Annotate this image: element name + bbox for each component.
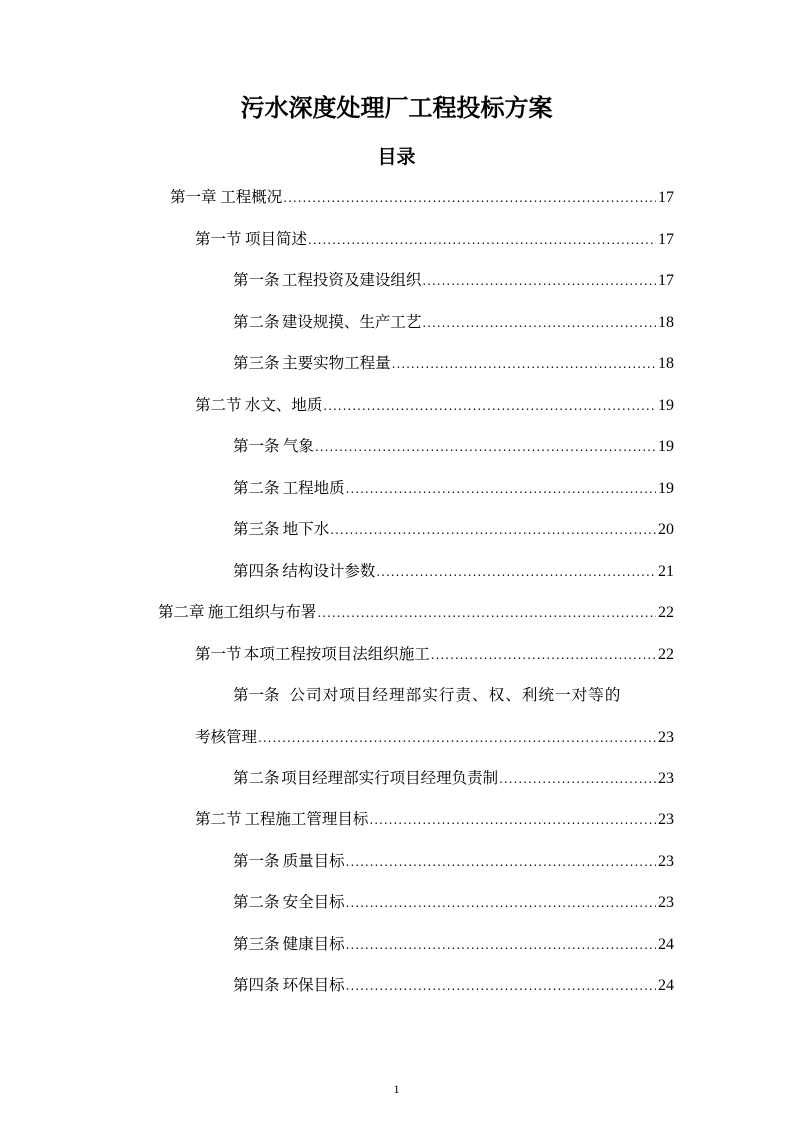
toc-entry-label: 第一条 bbox=[233, 852, 280, 870]
toc-entry-page: 18 bbox=[658, 314, 674, 331]
toc-entry-label: 第一条 bbox=[233, 437, 280, 455]
toc-entry-article[interactable] bbox=[233, 889, 674, 916]
toc-entry-section[interactable] bbox=[195, 226, 674, 253]
toc-entry-title: 结构设计参数 bbox=[282, 562, 376, 580]
toc-entry-label: 第一条 bbox=[233, 271, 280, 289]
toc-entry-title: 项目经理部实行项目经理负责制 bbox=[281, 769, 499, 787]
toc-entry-label: 第二章 bbox=[158, 603, 205, 621]
toc-entry-section[interactable] bbox=[195, 392, 674, 419]
toc-entry-page: 22 bbox=[658, 646, 674, 663]
toc-entry-page: 21 bbox=[658, 563, 674, 580]
toc-entry-section[interactable] bbox=[195, 641, 674, 668]
toc-entry-article-continuation[interactable] bbox=[195, 724, 674, 751]
toc-entry-page: 23 bbox=[658, 770, 674, 787]
toc-entry-title: 健康目标 bbox=[282, 935, 345, 953]
toc-leader-dots bbox=[369, 807, 656, 833]
toc-leader-dots bbox=[392, 351, 656, 377]
toc-entry-article[interactable] bbox=[233, 267, 674, 294]
toc-leader-dots bbox=[308, 227, 656, 253]
toc-entry-label: 第二节 bbox=[195, 810, 242, 828]
toc-entry-page: 19 bbox=[658, 397, 674, 414]
toc-entry-label: 第三条 bbox=[233, 520, 280, 538]
toc-entry-title: 建设规摸、生产工艺 bbox=[281, 313, 422, 331]
toc-entry-page: 17 bbox=[658, 272, 674, 289]
toc-entry-title: 项目简述 bbox=[244, 230, 307, 248]
toc-entry-title: 地下水 bbox=[282, 520, 330, 538]
toc-entry-article[interactable] bbox=[233, 516, 674, 543]
toc-leader-dots bbox=[422, 310, 656, 336]
toc-entry-article-wrapped-line[interactable] bbox=[233, 682, 622, 708]
toc-leader-dots bbox=[317, 600, 656, 626]
toc-entry-article[interactable] bbox=[233, 972, 674, 999]
toc-leader-dots bbox=[346, 476, 656, 502]
toc-leader-dots bbox=[431, 642, 656, 668]
toc-entry-label: 第一节 bbox=[195, 230, 242, 248]
toc-entry-page: 23 bbox=[658, 729, 674, 746]
toc-entry-title: 环保目标 bbox=[282, 976, 345, 994]
toc-entry-title: 公司对项目经理部实行责、权、利统一对等的 bbox=[289, 686, 622, 704]
toc-heading: 目录 bbox=[377, 146, 416, 168]
toc-entry-title: 工程施工管理目标 bbox=[244, 810, 369, 828]
toc-entry-title: 本项工程按项目法组织施工 bbox=[243, 645, 430, 663]
toc-entry-label: 第三条 bbox=[233, 354, 280, 372]
toc-entry-label: 第一条 bbox=[233, 686, 280, 704]
toc-leader-dots bbox=[376, 559, 656, 585]
toc-entry-title: 质量目标 bbox=[282, 852, 345, 870]
toc-entry-chapter-2[interactable] bbox=[158, 599, 674, 626]
toc-leader-dots bbox=[283, 185, 656, 211]
toc-entry-label: 第二条 bbox=[233, 313, 280, 331]
toc-entry-page: 22 bbox=[658, 604, 674, 621]
toc-entry-page: 19 bbox=[658, 480, 674, 497]
toc-entry-label: 第二条 bbox=[233, 769, 280, 787]
toc-entry-page: 23 bbox=[658, 894, 674, 911]
toc-entry-label: 第三条 bbox=[233, 935, 280, 953]
toc-entry-label: 第一节 bbox=[195, 645, 242, 663]
toc-entry-label: 第一章 bbox=[170, 188, 217, 206]
toc-entry-article[interactable] bbox=[233, 765, 674, 792]
toc-entry-title: 考核管理 bbox=[195, 728, 258, 746]
toc-entry-page: 19 bbox=[658, 438, 674, 455]
toc-entry-page: 24 bbox=[658, 936, 674, 953]
toc-leader-dots bbox=[346, 973, 656, 999]
toc-entry-label: 第二条 bbox=[233, 893, 280, 911]
toc-entry-title: 工程投资及建设组织 bbox=[281, 271, 422, 289]
toc-entry-title: 安全目标 bbox=[282, 893, 345, 911]
toc-entry-article[interactable] bbox=[233, 848, 674, 875]
toc-entry-title: 水文、地质 bbox=[244, 396, 323, 414]
toc-leader-dots bbox=[330, 517, 656, 543]
toc-entry-page: 17 bbox=[658, 189, 674, 206]
toc-leader-dots bbox=[499, 766, 656, 792]
toc-entry-title: 施工组织与布署 bbox=[207, 603, 317, 621]
toc-entry-section[interactable] bbox=[195, 806, 674, 833]
toc-entry-title: 气象 bbox=[282, 437, 314, 455]
toc-entry-article[interactable] bbox=[233, 309, 674, 336]
toc-entry-label: 第四条 bbox=[233, 562, 280, 580]
toc-entry-label: 第二条 bbox=[233, 479, 280, 497]
toc-entry-title: 工程地质 bbox=[282, 479, 345, 497]
toc-leader-dots bbox=[258, 725, 656, 751]
toc-entry-page: 17 bbox=[658, 231, 674, 248]
page-number: 1 bbox=[393, 1082, 400, 1096]
toc-leader-dots bbox=[323, 393, 656, 419]
toc-entry-page: 24 bbox=[658, 977, 674, 994]
toc-entry-article[interactable] bbox=[233, 350, 674, 377]
toc-entry-label: 第二节 bbox=[195, 396, 242, 414]
toc-entry-article[interactable] bbox=[233, 558, 674, 585]
toc-entry-article[interactable] bbox=[233, 433, 674, 460]
toc-leader-dots bbox=[346, 849, 656, 875]
toc-entry-page: 18 bbox=[658, 355, 674, 372]
toc-entry-title: 工程概况 bbox=[220, 188, 283, 206]
toc-entry-article[interactable] bbox=[233, 475, 674, 502]
toc-entry-page: 23 bbox=[658, 853, 674, 870]
toc-leader-dots bbox=[346, 932, 656, 958]
toc-entry-page: 23 bbox=[658, 811, 674, 828]
toc-leader-dots bbox=[315, 434, 656, 460]
toc-entry-label: 第四条 bbox=[233, 976, 280, 994]
toc-leader-dots bbox=[346, 890, 656, 916]
toc-entry-chapter-1[interactable] bbox=[170, 184, 674, 211]
document-title: 污水深度处理厂工程投标方案 bbox=[240, 94, 553, 122]
toc-leader-dots bbox=[422, 268, 656, 294]
toc-entry-article[interactable] bbox=[233, 931, 674, 958]
toc-entry-page: 20 bbox=[658, 521, 674, 538]
toc-entry-title: 主要实物工程量 bbox=[282, 354, 391, 372]
